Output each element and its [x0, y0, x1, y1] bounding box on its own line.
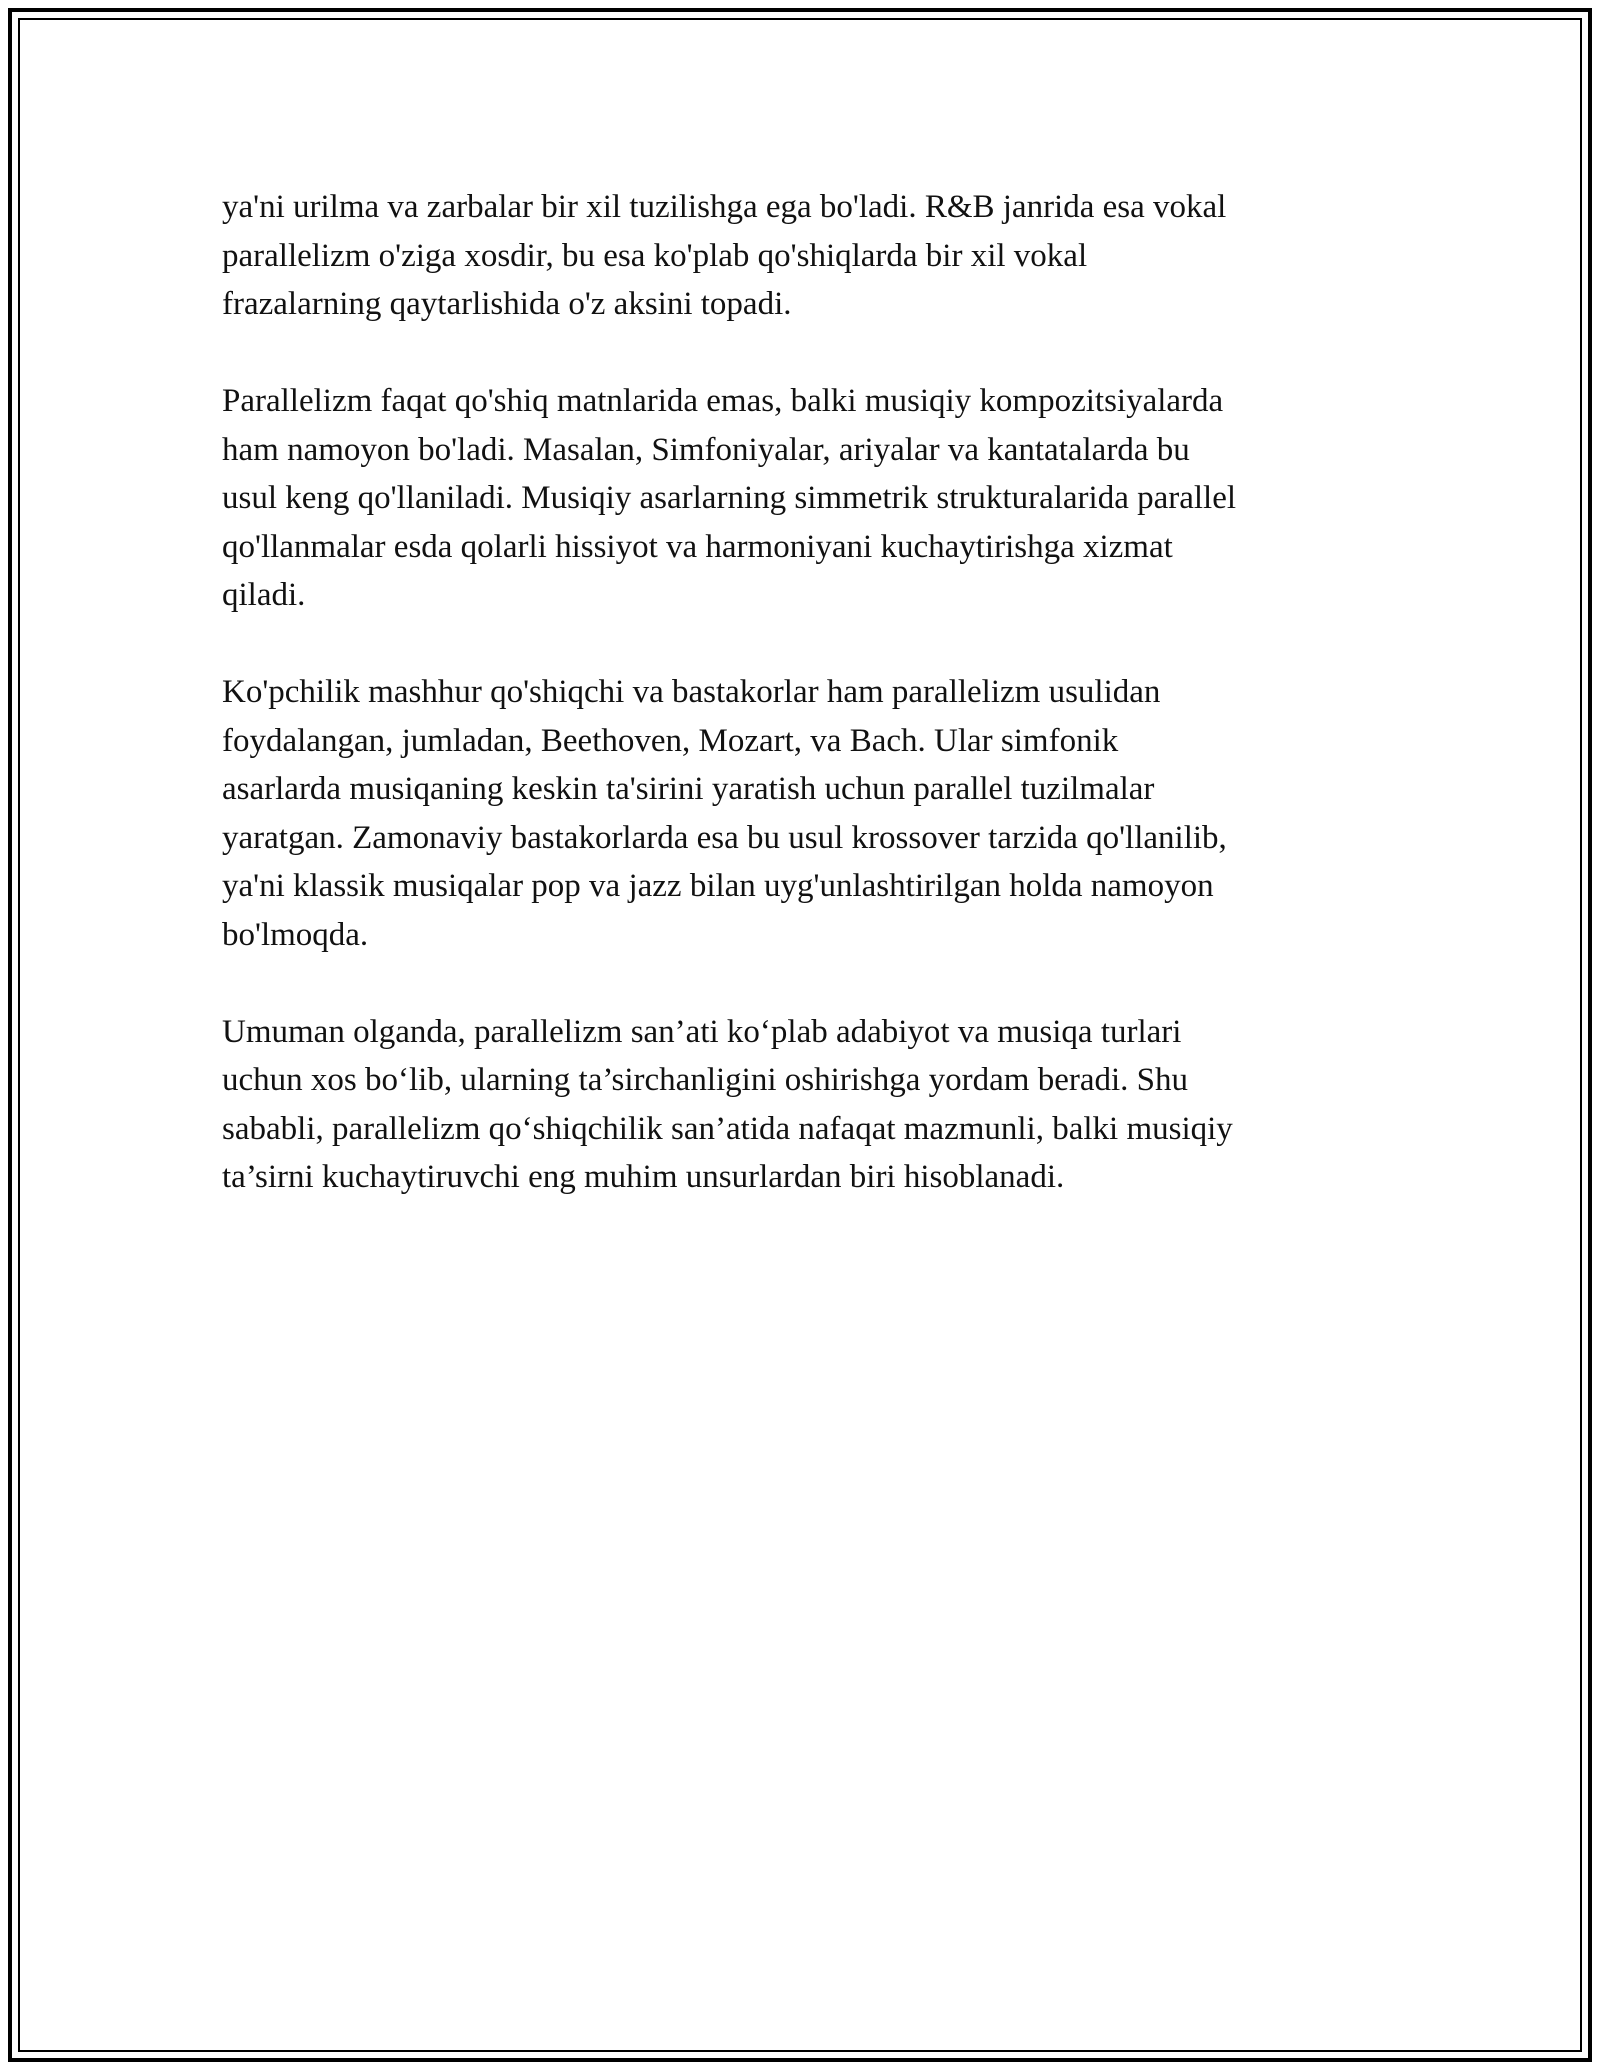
document-body — [222, 183, 1372, 1250]
paragraph: Ko'pchilik mashhur qo'shiqchi va bastakorlar ham parallelizm usulidan foydalangan, jumladan, Beethoven, Mozart, va Bach. Ular simfonik asarlarda musiqaning keskin ta'sirini yaratish uchun parallel tuzilmalar yaratgan. Zamonaviy bastakorlarda esa bu usul krossover tarzida qo'llanilib, ya'ni klassik musiqalar pop va jazz bilan uyg'unlashtirilgan holda namoyon bo'lmoqda. — [222, 674, 1227, 953]
paragraph: ya'ni urilma va zarbalar bir xil tuzilishga ega bo'ladi. R&B janrida esa vokal parallelizm o'ziga xosdir, bu esa ko'plab qo'shiqlarda bir xil vokal frazalarning qaytarlishida o'z aksini topadi. — [222, 189, 1227, 322]
paragraph: Parallelizm faqat qo'shiq matnlarida emas, balki musiqiy kompozitsiyalarda ham namoyon bo'ladi. Masalan, Simfoniyalar, ariyalar va kantatalarda bu usul keng qo'llaniladi. Musiqiy asarlarning simmetrik strukturalarida parallel qo'llanmalar esda qolarli hissiyot va harmoniyani kuchaytirishga xizmat qiladi. — [222, 383, 1237, 613]
paragraph: Umuman olganda, parallelizm san’ati ko‘plab adabiyot va musiqa turlari uchun xos bo‘lib, ularning ta’sirchanligini oshirishga yordam beradi. Shu sababli, parallelizm qo‘shiqchilik san’atida nafaqat mazmunli, balki musiqiy ta’sirni kuchaytiruvchi eng muhim unsurlardan biri hisoblanadi. — [222, 1013, 1233, 1195]
